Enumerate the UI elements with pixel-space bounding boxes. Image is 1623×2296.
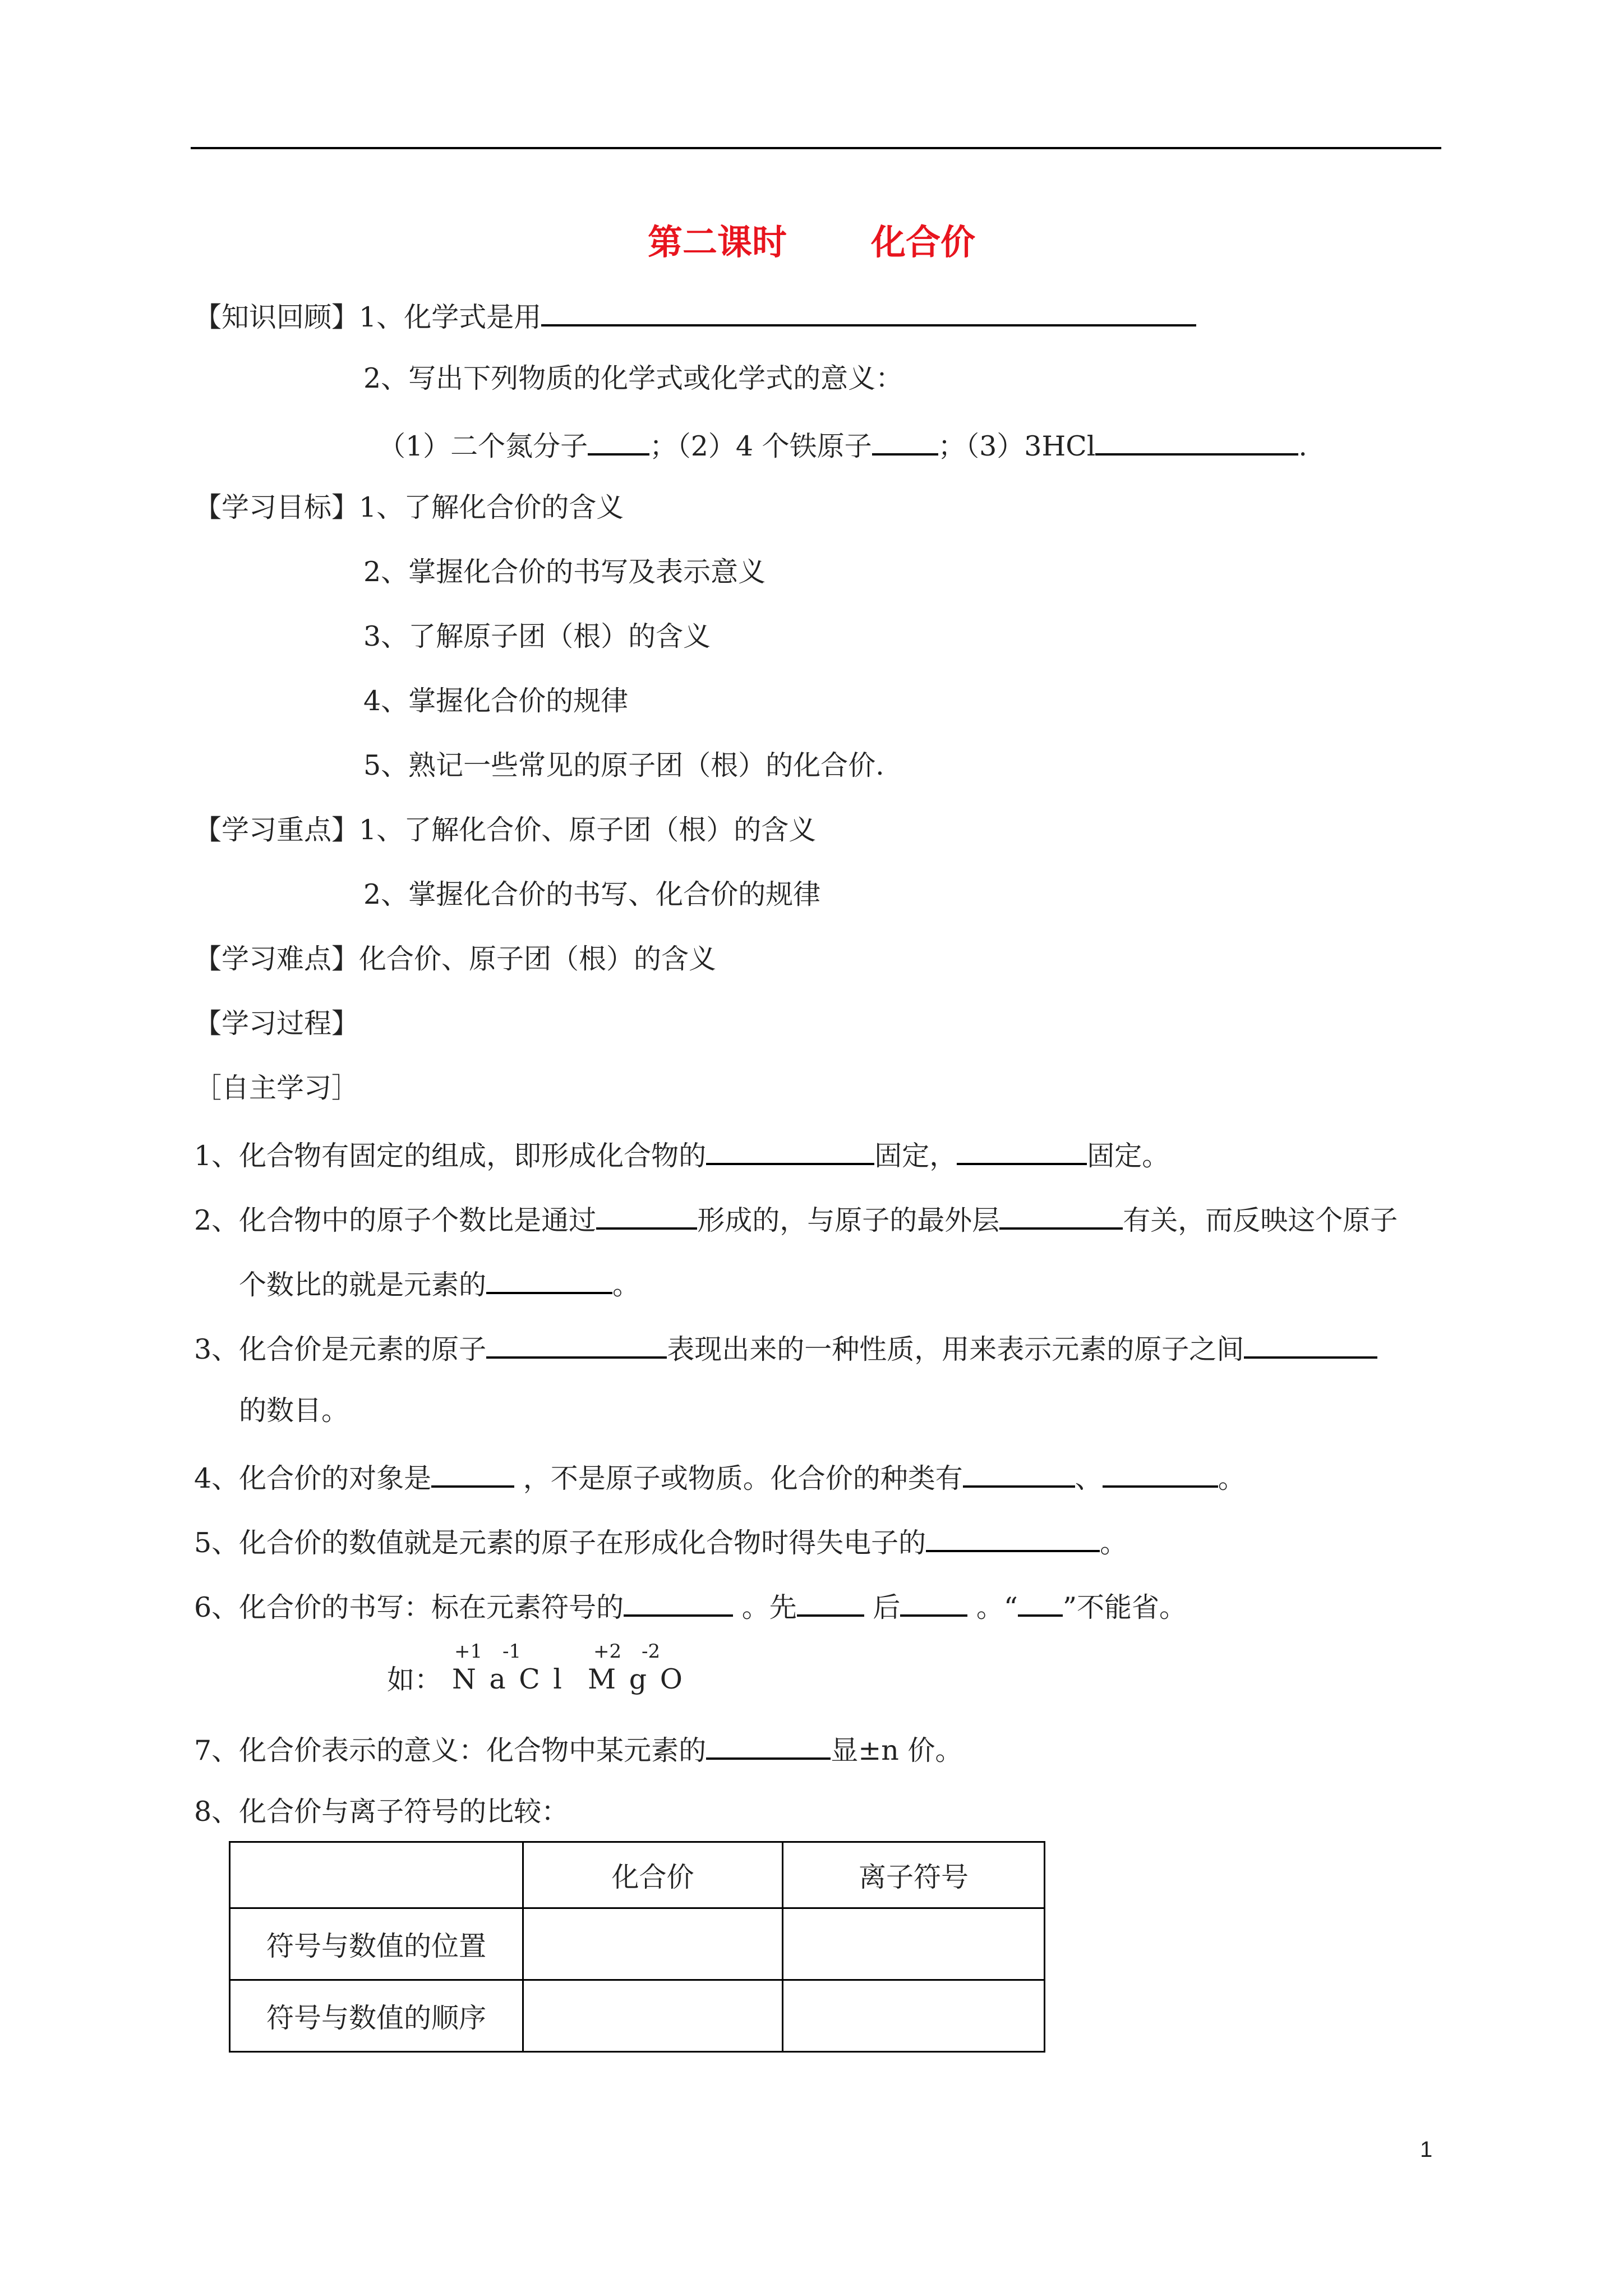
page-number: 1	[1420, 2137, 1433, 2162]
question-text: 显±n 价。	[831, 1734, 963, 1766]
comparison-table	[229, 1841, 1045, 2053]
question-text: 。	[612, 1269, 640, 1301]
key-point-item: 2、掌握化合价的书写、化合价的规律	[363, 878, 821, 910]
goal-item: 3、了解原子团（根）的含义	[363, 620, 711, 652]
question-4	[194, 1458, 1246, 1496]
answer-blank	[1103, 1458, 1218, 1488]
review-line-3	[378, 426, 1307, 463]
question-text: 4、化合价的对象是	[194, 1462, 432, 1494]
example-label: 如：	[387, 1664, 442, 1696]
answer-blank	[963, 1458, 1075, 1488]
question-text: 固定。	[1087, 1140, 1170, 1172]
answer-blank	[486, 1329, 667, 1359]
table-cell	[523, 1908, 783, 1980]
review-item-3a: （1）二个氮分子	[378, 430, 588, 462]
answer-blank	[797, 1588, 864, 1617]
question-text: 。	[1218, 1462, 1246, 1494]
table-cell	[523, 1980, 783, 2052]
question-text: 。“	[967, 1591, 1018, 1623]
formula-mgo: M g O	[588, 1663, 685, 1695]
review-item-3d: .	[1298, 430, 1307, 462]
cl-valence: -1	[502, 1640, 522, 1663]
answer-blank	[431, 1458, 514, 1488]
review-label: 【知识回顾】	[194, 301, 359, 333]
answer-blank	[624, 1588, 733, 1617]
title-lesson: 第二课时	[647, 222, 787, 263]
goal-item: 4、掌握化合价的规律	[363, 685, 629, 717]
mg-valence: +2	[593, 1640, 622, 1663]
answer-blank	[1095, 426, 1298, 455]
question-text: 后	[864, 1591, 901, 1623]
header-rule	[191, 147, 1441, 149]
answer-blank	[706, 1136, 874, 1165]
question-text: 6、化合价的书写：标在元素符号的	[194, 1591, 624, 1623]
question-text: 固定，	[874, 1140, 957, 1172]
review-item-3c: ；（3）3HCl	[938, 430, 1096, 462]
table-header-cell: 化合价	[523, 1842, 783, 1908]
question-text: 3、化合价是元素的原子	[194, 1333, 487, 1365]
question-5	[194, 1523, 1127, 1560]
goals-label: 【学习目标】	[194, 491, 359, 523]
question-2	[194, 1200, 1398, 1237]
question-text: 、	[1075, 1462, 1103, 1494]
question-8: 8、化合价与离子符号的比较：	[194, 1796, 569, 1828]
difficulty-label: 【学习难点】	[194, 943, 359, 975]
table-row	[230, 1980, 1045, 2052]
review-line-1	[194, 297, 1196, 334]
self-study-label: ［自主学习］	[194, 1072, 359, 1104]
table-cell: 符号与数值的位置	[230, 1908, 523, 1980]
question-text: 形成的，与原子的最外层	[697, 1204, 1000, 1236]
question-text: 7、化合价表示的意义：化合物中某元素的	[194, 1734, 707, 1766]
question-text: 。	[1100, 1527, 1128, 1559]
question-1	[194, 1136, 1169, 1173]
question-text: 表现出来的一种性质，用来表示元素的原子之间	[667, 1333, 1244, 1365]
question-text: 个数比的就是元素的	[239, 1269, 487, 1301]
question-7	[194, 1731, 962, 1768]
key-point-item: 1、了解化合价、原子团（根）的含义	[359, 814, 817, 846]
answer-blank	[588, 426, 649, 455]
key-points-line-1	[194, 813, 816, 847]
difficulty-text: 化合价、原子团（根）的含义	[359, 943, 717, 975]
question-text: ，不是原子或物质。化合价的种类有	[514, 1462, 963, 1494]
answer-blank	[957, 1136, 1087, 1165]
table-header-row	[230, 1842, 1045, 1908]
goal-item: 2、掌握化合价的书写及表示意义	[363, 556, 766, 588]
answer-blank	[926, 1523, 1100, 1552]
table-cell	[783, 1908, 1045, 1980]
answer-blank	[999, 1200, 1123, 1230]
key-points-label: 【学习重点】	[194, 814, 359, 846]
process-label: 【学习过程】	[194, 1007, 359, 1039]
question-3	[194, 1329, 1377, 1366]
answer-blank	[1244, 1329, 1377, 1359]
goal-item: 5、熟记一些常见的原子团（根）的化合价.	[363, 749, 884, 781]
answer-blank	[541, 297, 1196, 326]
question-text: 5、化合价的数值就是元素的原子在形成化合物时得失电子的	[194, 1527, 926, 1559]
title-topic: 化合价	[871, 222, 976, 263]
goal-item: 1、了解化合价的含义	[359, 491, 624, 523]
answer-blank	[706, 1731, 831, 1760]
question-text: 2、化合物中的原子个数比是通过	[194, 1204, 597, 1236]
answer-blank	[900, 1588, 967, 1617]
table-cell	[783, 1980, 1045, 2052]
review-item-3b: ；（2）4 个铁原子	[649, 430, 872, 462]
difficulty-line	[194, 942, 716, 976]
question-2-cont	[239, 1265, 640, 1302]
question-text: 。先	[733, 1591, 797, 1623]
table-header-cell: 离子符号	[783, 1842, 1045, 1908]
table-row	[230, 1908, 1045, 1980]
question-text: 1、化合物有固定的组成，即形成化合物的	[194, 1140, 707, 1172]
goals-line-1	[194, 491, 624, 524]
answer-blank	[596, 1200, 697, 1230]
o-valence: -2	[642, 1640, 661, 1663]
answer-blank	[486, 1265, 612, 1294]
review-item-1: 1、化学式是用	[359, 301, 542, 333]
answer-blank	[1018, 1588, 1063, 1617]
formula-nacl: N a C l	[452, 1663, 564, 1695]
table-cell: 符号与数值的顺序	[230, 1980, 523, 2052]
na-valence: +1	[454, 1640, 483, 1663]
question-3-cont: 的数目。	[239, 1395, 349, 1427]
table-header-cell	[230, 1842, 523, 1908]
answer-blank	[872, 426, 938, 455]
page-title	[0, 214, 1623, 264]
question-text: 有关，而反映这个原子	[1123, 1204, 1398, 1236]
question-text: ”不能省。	[1062, 1591, 1187, 1623]
question-6	[194, 1588, 1187, 1625]
review-line-2: 2、写出下列物质的化学式或化学式的意义：	[363, 362, 903, 394]
